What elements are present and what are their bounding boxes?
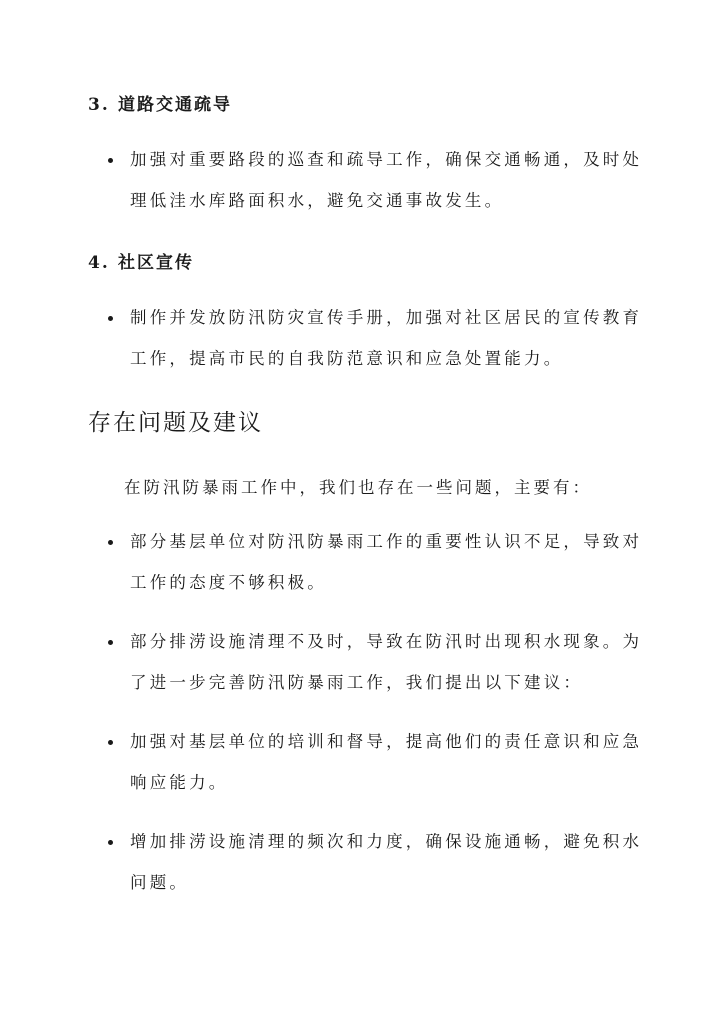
list-item-text-line-2: 理低洼水库路面积水，避免交通事故发生。: [130, 191, 505, 210]
list-item-text-line-2: 问题。: [130, 873, 190, 892]
subheading-community: [88, 248, 194, 273]
list-item-text-line-1: 加强对重要路段的巡查和疏导工作，确保交通畅通，及时处: [130, 150, 643, 169]
bullet-icon: [108, 840, 113, 845]
subheading-traffic: [88, 90, 232, 115]
subheading-number: 3.: [88, 95, 110, 115]
list-item-text-line-2: 工作的态度不够积极。: [130, 573, 327, 592]
list-item-text-line-1: 部分基层单位对防汛防暴雨工作的重要性认识不足，导致对: [130, 532, 643, 551]
list-item-text-line-2: 了进一步完善防汛防暴雨工作，我们提出以下建议：: [130, 673, 584, 692]
list-item-text-line-2: 响应能力。: [130, 773, 229, 792]
subheading-title: 道路交通疏导: [118, 95, 232, 115]
subheading-number: 4.: [88, 253, 110, 273]
bullet-icon: [108, 740, 113, 745]
list-item-text-line-1: 加强对基层单位的培训和督导，提高他们的责任意识和应急: [130, 732, 643, 751]
list-item-text-line-2: 工作，提高市民的自我防范意识和应急处置能力。: [130, 349, 564, 368]
list-item-text-line-1: 部分排涝设施清理不及时，导致在防汛时出现积水现象。为: [130, 632, 643, 651]
list-item-text-line-1: 增加排涝设施清理的频次和力度，确保设施通畅，避免积水: [130, 832, 643, 851]
bullet-icon: [108, 640, 113, 645]
intro-paragraph: 在防汛防暴雨工作中，我们也存在一些问题，主要有：: [124, 478, 592, 497]
bullet-icon: [108, 316, 113, 321]
section-heading: 存在问题及建议: [88, 410, 263, 436]
list-item-text-line-1: 制作并发放防汛防灾宣传手册，加强对社区居民的宣传教育: [130, 308, 643, 327]
bullet-icon: [108, 540, 113, 545]
subheading-title: 社区宣传: [118, 253, 194, 273]
bullet-icon: [108, 158, 113, 163]
